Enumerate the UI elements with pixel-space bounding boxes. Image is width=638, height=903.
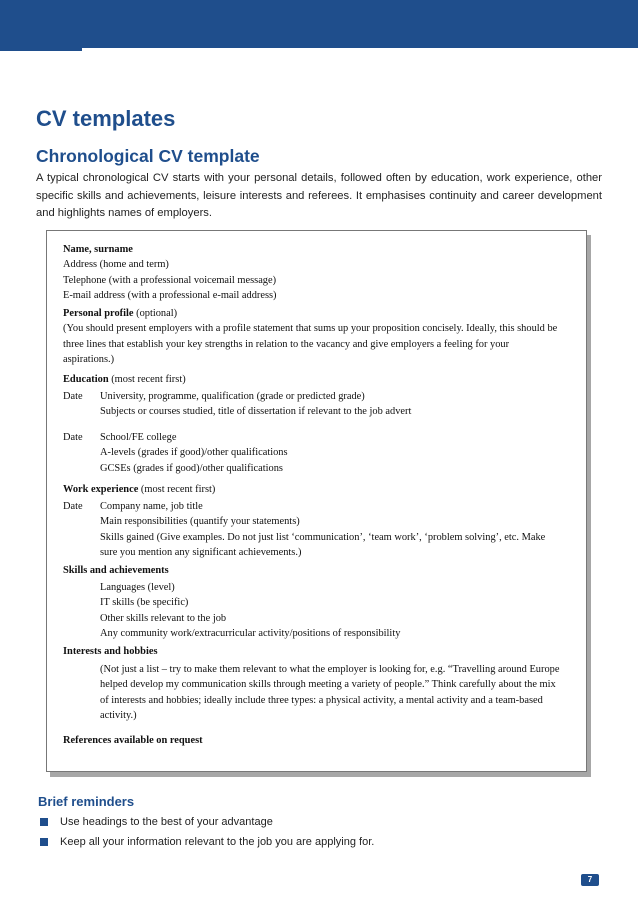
interest-line: helped develop my communication skills through meeting a variety of people.” Think carefully about the mix (100, 679, 556, 691)
work-note: (most recent first) (138, 484, 216, 495)
work-heading-line (63, 482, 578, 497)
cv-template-box (46, 230, 587, 772)
reminder-text: Use headings to the best of your advantage (60, 816, 273, 828)
entry-line: sure you mention any significant achievements.) (100, 547, 302, 559)
interests-heading-line (63, 644, 578, 659)
education-heading-line (63, 372, 578, 387)
entry-line: School/FE college (100, 432, 177, 443)
education-heading: Education (63, 374, 109, 385)
interest-line: activity.) (100, 710, 137, 722)
reminders-title: Brief reminders (38, 794, 135, 809)
skill-line: IT skills (be specific) (100, 597, 189, 609)
work-heading: Work experience (63, 484, 139, 495)
contact-line: E-mail address (with a professional e-mail address) (63, 290, 277, 302)
contact-line: Address (home and term) (63, 259, 169, 271)
entry-date: Date (63, 501, 83, 512)
page-title: CV templates (36, 106, 176, 131)
profile-note: (optional) (133, 308, 178, 319)
bullet-square-icon (40, 818, 48, 826)
references-line (63, 733, 578, 748)
skill-line: Languages (level) (100, 582, 175, 593)
entry-line: Skills gained (Give examples. Do not just list ‘communication’, ‘team work’, ‘problem solving’, etc. Make (100, 531, 546, 543)
interest-line: (Not just a list – try to make them relevant to what the employer is looking for, e.g. “Travelling around Europe (100, 664, 560, 675)
profile-line: three lines that establish your key strengths in relation to the vacancy and give employers a feeling for your (63, 338, 510, 350)
profile-heading: Personal profile (63, 308, 134, 319)
profile-line: (You should present employers with a profile statement that sums up your proposition concisely. Ideally, this should be (63, 323, 558, 335)
page-number: 7 (581, 874, 599, 886)
skill-line: Other skills relevant to the job (100, 612, 227, 624)
intro-paragraph: A typical chronological CV starts with your personal details, followed often by education, work experience, other specific skills and achievements, leisure interests and referees. It emphasises continuity and career development and highlights names of employers. (36, 172, 602, 219)
entry-line: GCSEs (grades if good)/other qualifications (100, 462, 283, 474)
skills-heading: Skills and achievements (63, 565, 169, 576)
profile-line: aspirations.) (63, 354, 115, 366)
interest-line: of interests and hobbies; ideally include three types: a physical activity, a mental activity and a team-based (100, 694, 543, 706)
contact-line: Telephone (with a professional voicemail message) (63, 274, 277, 286)
skills-heading-line (63, 563, 578, 578)
reminder-text: Keep all your information relevant to the job you are applying for. (60, 836, 375, 848)
references-text: References available on request (63, 735, 203, 746)
entry-date: Date (63, 391, 83, 402)
personal-details (63, 242, 578, 304)
name-line: Name, surname (63, 244, 133, 255)
section-subtitle: Chronological CV template (36, 146, 260, 166)
entry-line: University, programme, qualification (grade or predicted grade) (100, 391, 365, 402)
entry-line: Main responsibilities (quantify your statements) (100, 516, 300, 528)
header-bar (0, 0, 638, 48)
skill-line: Any community work/extracurricular activity/positions of responsibility (100, 628, 401, 640)
entry-line: Company name, job title (100, 501, 203, 512)
bullet-square-icon (40, 838, 48, 846)
entry-line: A-levels (grades if good)/other qualifications (100, 447, 288, 459)
interests-heading: Interests and hobbies (63, 646, 158, 657)
profile-section (63, 306, 578, 368)
header-bar-tab (0, 48, 82, 51)
education-note: (most recent first) (108, 374, 186, 385)
entry-date: Date (63, 432, 83, 443)
entry-line: Subjects or courses studied, title of dissertation if relevant to the job advert (100, 406, 412, 418)
